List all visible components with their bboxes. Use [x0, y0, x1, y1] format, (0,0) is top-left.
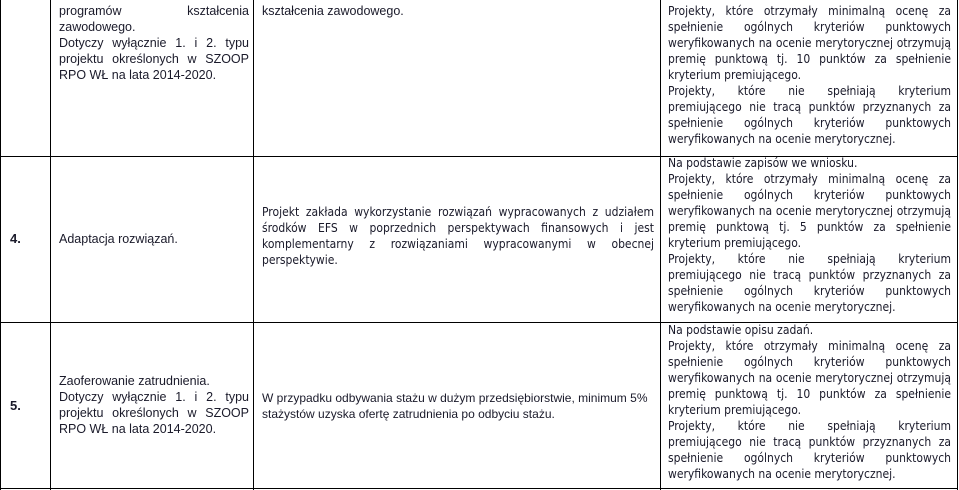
scoring-paragraph-2: Projekty, które nie spełniają kryterium premiującego nie tracą punktów przyznanych za spełnienie ogólnych kryteriów punktowych weryfikowanych na ocenie merytorycznej. [668, 419, 951, 481]
criterion-line-1-a: programów [59, 4, 122, 18]
scoring-source: Na podstawie opisu zadań. [668, 323, 814, 337]
description-text: kształcenia zawodowego. [262, 4, 404, 18]
description-cell-5 [262, 390, 654, 422]
table-border-right [957, 0, 958, 490]
description-cell-4 [262, 204, 654, 268]
criterion-line-1-b: kształcenia [187, 4, 249, 18]
criterion-line-1: Zaoferowanie zatrudnienia. [59, 374, 210, 388]
table-border-bottom [0, 488, 958, 489]
description-cell-continued [262, 3, 654, 19]
criterion-line-3: projektu określonych w SZOOP [59, 406, 249, 420]
column-divider-3 [660, 0, 661, 490]
criterion-cell-5 [59, 373, 249, 437]
scoring-paragraph-2: Projekty, które nie spełniają kryterium premiującego nie tracą punktów przyznanych za spełnienie ogólnych kryteriów punktowych weryfikowanych na ocenie merytorycznej. [668, 84, 951, 146]
criterion-line-2: zawodowego. [59, 20, 136, 34]
scoring-cell-4 [668, 155, 951, 315]
scoring-paragraph-1: Projekty, które otrzymały minimalną ocenę za spełnienie ogólnych kryteriów punktowych weryfikowanych na ocenie merytorycznej otrzymują premię punktową tj. 10 punktów za spełnienie kryterium premiującego. [668, 339, 951, 417]
description-text: Projekt zakłada wykorzystanie rozwiązań wypracowanych z udziałem środków EFS w poprzednich perspektywach finansowych i jest komplementarny z rozwiązaniami wypracowanymi w obecnej perspektywie. [262, 205, 654, 267]
column-divider-2 [253, 0, 254, 490]
criterion-line-4: RPO WŁ na lata 2014-2020. [59, 422, 217, 436]
column-divider-1 [50, 0, 51, 490]
criterion-line-2: Dotyczy wyłącznie 1. i 2. typu [59, 390, 249, 404]
row-number-4: 4. [10, 231, 21, 246]
criterion-cell-4 [59, 231, 249, 247]
scoring-cell-continued [668, 3, 951, 147]
criterion-line-4: projektu określonych w SZOOP [59, 52, 249, 66]
scoring-paragraph-2: Projekty, które nie spełniają kryterium premiującego nie tracą punktów przyznanych za spełnienie ogólnych kryteriów punktowych weryfikowanych na ocenie merytorycznej. [668, 252, 951, 314]
scoring-paragraph-1: Projekty, które otrzymały minimalną ocenę za spełnienie ogólnych kryteriów punktowych weryfikowanych na ocenie merytorycznej otrzymują premię punktową tj. 10 punktów za spełnienie kryterium premiującego. [668, 4, 951, 82]
criterion-cell-continued [59, 3, 249, 83]
row-number-5: 5. [10, 398, 21, 413]
criterion-line-5: RPO WŁ na lata 2014-2020. [59, 68, 217, 82]
criterion-line-3: Dotyczy wyłącznie 1. i 2. typu [59, 36, 249, 50]
scoring-cell-5 [668, 322, 951, 482]
description-text: W przypadku odbywania stażu w dużym przedsiębiorstwie, minimum 5% stażystów uzyska ofertę zatrudnienia po odbyciu stażu. [262, 391, 648, 421]
table-border-left [0, 0, 1, 490]
criterion-title: Adaptacja rozwiązań. [59, 232, 178, 246]
scoring-paragraph-1: Projekty, które otrzymały minimalną ocenę za spełnienie ogólnych kryteriów punktowych weryfikowanych na ocenie merytorycznej otrzymują premię punktową tj. 5 punktów za spełnienie kryterium premiującego. [668, 172, 951, 250]
scoring-source: Na podstawie zapisów we wniosku. [668, 156, 858, 170]
criterion-line-1 [59, 3, 249, 19]
